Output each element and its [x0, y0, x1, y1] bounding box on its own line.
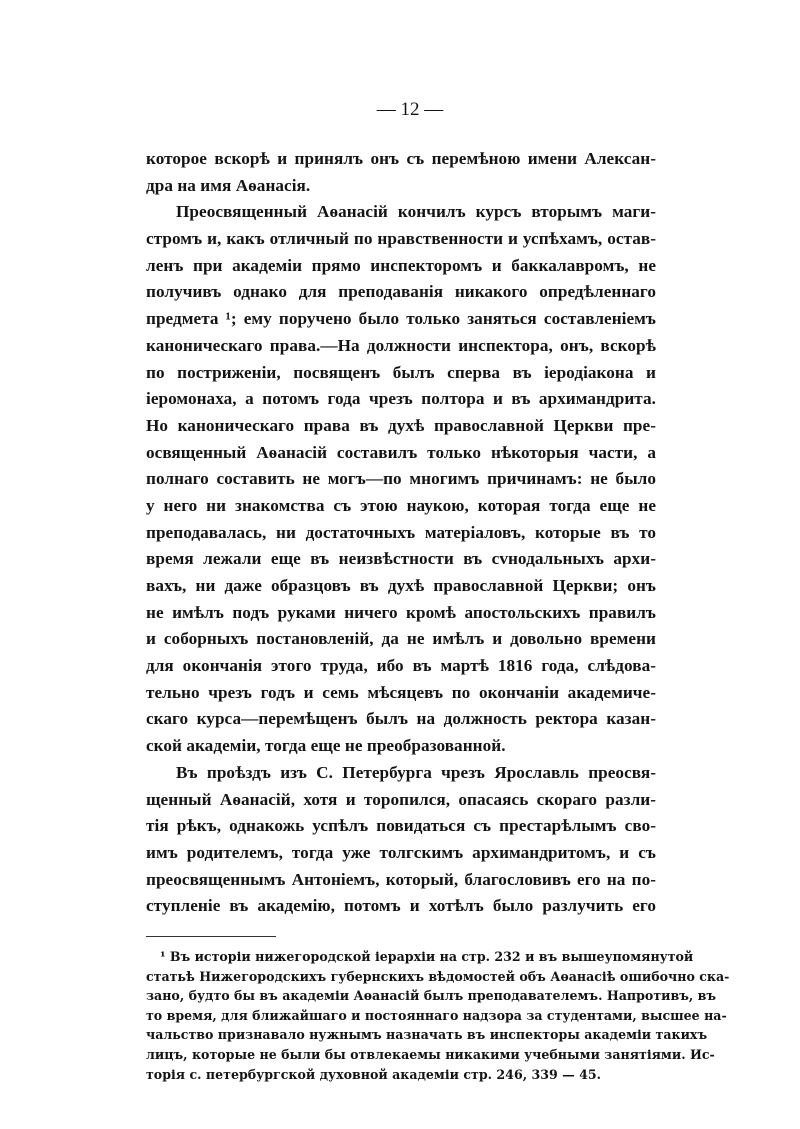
text-line: Въ проѣздъ изъ С. Петербурга чрезъ Ярославль преосвя-	[176, 762, 656, 782]
footnote-line: статьѣ Нижегородскихъ губернскихъ вѣдомостей объ Аѳанасіѣ ошибочно ска-	[146, 968, 730, 984]
paragraph	[146, 146, 656, 199]
text-line: тія рѣкъ, однакожь успѣлъ повидаться съ престарѣлымъ сво-	[146, 816, 656, 836]
text-line: для окончанія этого труда, ибо въ мартѣ 1816 года, слѣдова-	[146, 656, 656, 676]
main-text	[146, 146, 656, 920]
footnote	[146, 947, 730, 1084]
text-line: ступленіе въ академію, потомъ и хотѣлъ было разлучить его	[146, 896, 656, 916]
text-line: дра на имя Аѳанасія.	[146, 175, 311, 195]
text-line: Преосвященный Аѳанасій кончилъ курсъ вторымъ маги-	[176, 202, 656, 222]
page-number: — 12 —	[376, 99, 444, 120]
text-line: тельно чрезъ годъ и семь мѣсяцевъ по окончаніи академиче-	[146, 682, 656, 702]
text-line: преподавалась, ни достаточныхъ матеріаловъ, которые въ то	[146, 522, 656, 542]
text-line: получивъ однако для преподаванія никакого опредѣленнаго	[146, 282, 656, 302]
text-line: освященный Аѳанасій составилъ только нѣкоторыя части, а	[146, 442, 656, 462]
text-line: полнаго составить не могъ—по многимъ причинамъ: не было	[146, 469, 656, 489]
text-line: іеромонаха, а потомъ года чрезъ полтора и въ архимандрита.	[146, 389, 656, 409]
footnote-separator	[146, 936, 276, 937]
text-line: имъ родителемъ, тогда уже толгскимъ архимандритомъ, и съ	[146, 842, 656, 862]
text-line: ленъ при академіи прямо инспекторомъ и баккалавромъ, не	[146, 255, 656, 275]
footnote-line: торія с. петербургской духовной академіи стр. 246, 339 — 45.	[146, 1066, 602, 1082]
footnote-line: ¹ Въ исторіи нижегородской іерархіи на стр. 232 и въ вышеупомянутой	[160, 948, 694, 964]
text-line: по постриженіи, посвященъ былъ сперва въ іеродіакона и	[146, 362, 656, 382]
footnote-line: то время, для ближайшаго и постояннаго надзора за студентами, высшее на-	[146, 1007, 727, 1023]
text-line: скаго курса—перемѣщенъ былъ на должность ректора казан-	[146, 709, 656, 729]
text-line: Но каноническаго права въ духѣ православной Церкви пре-	[146, 415, 656, 435]
text-line: которое вскорѣ и принялъ онъ съ перемѣною имени Алексан-	[146, 149, 656, 168]
text-line: у него ни знакомства съ этою наукою, которая тогда еще не	[146, 495, 656, 515]
text-line: предмета ¹; ему поручено было только заняться составленіемъ	[146, 309, 656, 329]
paragraph	[146, 199, 656, 759]
text-line: ской академіи, тогда еще не преобразованной.	[146, 736, 506, 756]
text-line: вахъ, ни даже образцовъ въ духѣ православной Церкви; онъ	[146, 576, 656, 595]
text-line: щенный Аѳанасій, хотя и торопился, опасаясь скораго разли-	[146, 789, 656, 809]
document-page	[146, 98, 730, 1084]
text-line: и соборныхъ постановленій, да не имѣлъ и довольно времени	[146, 629, 656, 649]
footnote-line: лицъ, которые не были бы отвлекаемы никакими учебными занятіями. Ис-	[146, 1046, 715, 1062]
footnote-line: чальство признавало нужнымъ назначать въ инспекторы академіи такихъ	[146, 1027, 708, 1043]
footnote-line: зано, будто бы въ академіи Аѳанасій былъ преподавателемъ. Напротивъ, въ	[146, 988, 717, 1004]
text-line: преосвященнымъ Антоніемъ, который, благословивъ его на по-	[146, 869, 656, 889]
text-line: стромъ и, какъ отличный по нравственности и успѣхамъ, остав-	[146, 229, 656, 249]
text-line: каноническаго права.—На должности инспектора, онъ, вскорѣ	[146, 335, 656, 355]
paragraph	[146, 760, 656, 920]
text-line: время лежали еще въ неизвѣстности въ сvнодальныхъ архи-	[146, 549, 656, 569]
text-line: не имѣлъ подъ руками ничего кромѣ апостольскихъ правилъ	[146, 602, 656, 622]
